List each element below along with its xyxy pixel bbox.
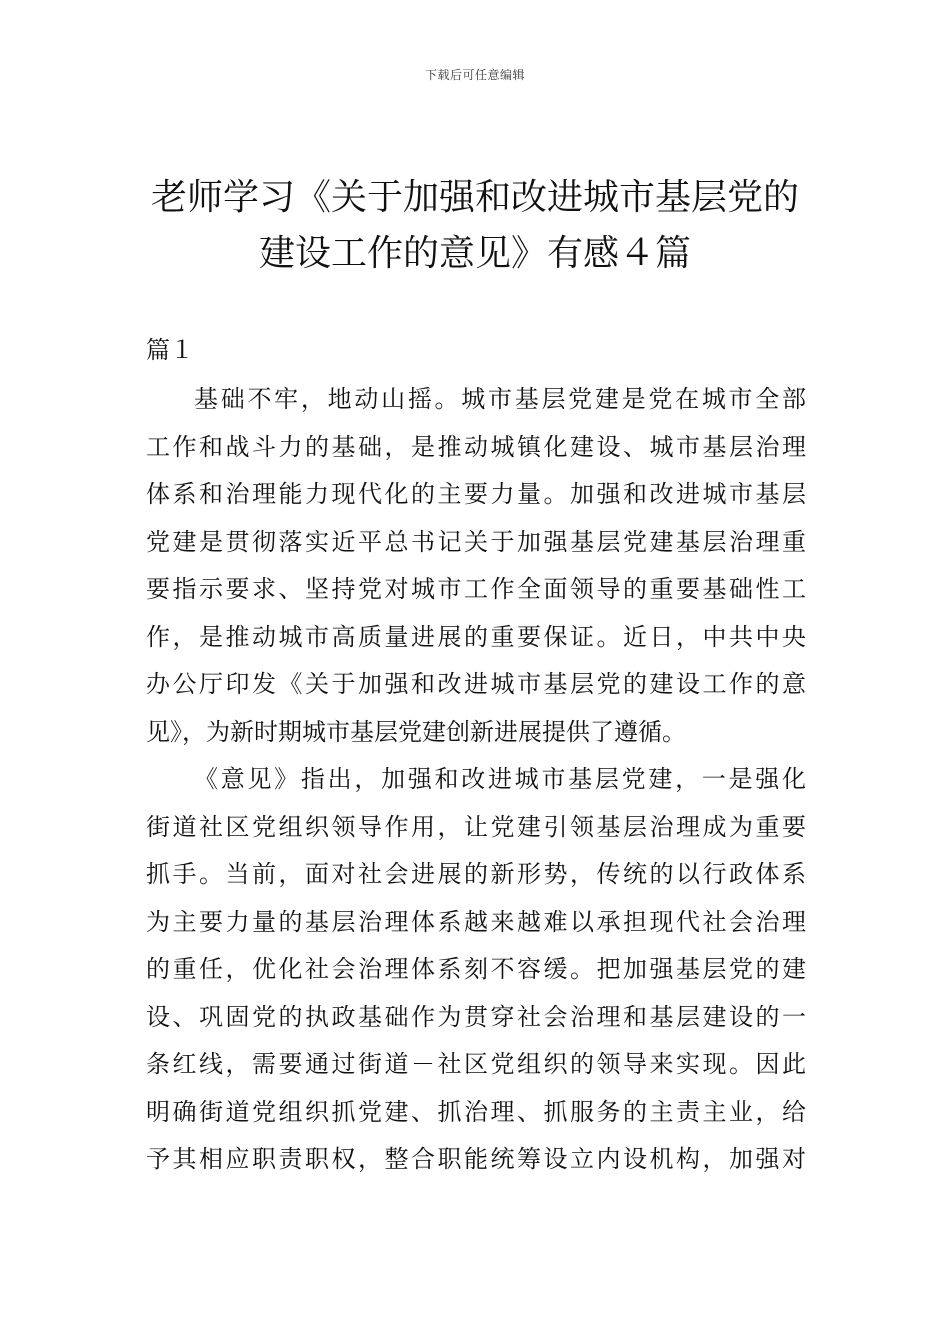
paragraph-line: 《意见》指出，加强和改进城市基层党建，一是强化 <box>194 765 806 793</box>
paragraph-line: 街道社区党组织领导作用，让党建引领基层治理成为重要 <box>146 812 806 841</box>
paragraph-line: 抓手。当前，面对社会进展的新形势，传统的以行政体系 <box>146 860 806 888</box>
section-label: 篇１ <box>146 336 194 364</box>
paragraph-line: 见》，为新时期城市基层党建创新进展提供了遵循。 <box>146 717 686 746</box>
paragraph-line: 办公厅印发《关于加强和改进城市基层党的建设工作的意 <box>146 670 806 698</box>
paragraph-line: 明确街道党组织抓党建、抓治理、抓服务的主责主业，给 <box>146 1097 806 1126</box>
paragraph-line: 党建是贯彻落实近平总书记关于加强基层党建基层治理重 <box>146 527 806 556</box>
title-line-1: 老师学习《关于加强和改进城市基层党的 <box>150 177 799 218</box>
paragraph-line: 工作和战斗力的基础，是推动城镇化建设、城市基层治理 <box>146 432 806 461</box>
paragraph-line: 作，是推动城市高质量进展的重要保证。近日，中共中央 <box>146 622 806 651</box>
paragraph-line: 要指示要求、坚持党对城市工作全面领导的重要基础性工 <box>146 575 806 603</box>
paragraph-line: 条红线，需要通过街道－社区党组织的领导来实现。因此 <box>146 1050 806 1078</box>
paragraph-line: 设、巩固党的执政基础作为贯穿社会治理和基层建设的一 <box>146 1002 806 1031</box>
body-text <box>146 376 806 1184</box>
paragraph-line: 体系和治理能力现代化的主要力量。加强和改进城市基层 <box>146 480 806 508</box>
header-note: 下载后可任意编辑 <box>424 68 525 82</box>
paragraph-line: 基础不牢，地动山摇。城市基层党建是党在城市全部 <box>194 385 806 413</box>
paragraph-line: 为主要力量的基层治理体系越来越难以承担现代社会治理 <box>146 907 806 936</box>
paragraph-line: 予其相应职责职权，整合职能统筹设立内设机构，加强对 <box>146 1145 806 1173</box>
document-title <box>120 170 830 282</box>
title-line-2: 建设工作的意见》有感４篇 <box>258 233 691 274</box>
paragraph-line: 的重任，优化社会治理体系刻不容缓。把加强基层党的建 <box>146 955 806 983</box>
